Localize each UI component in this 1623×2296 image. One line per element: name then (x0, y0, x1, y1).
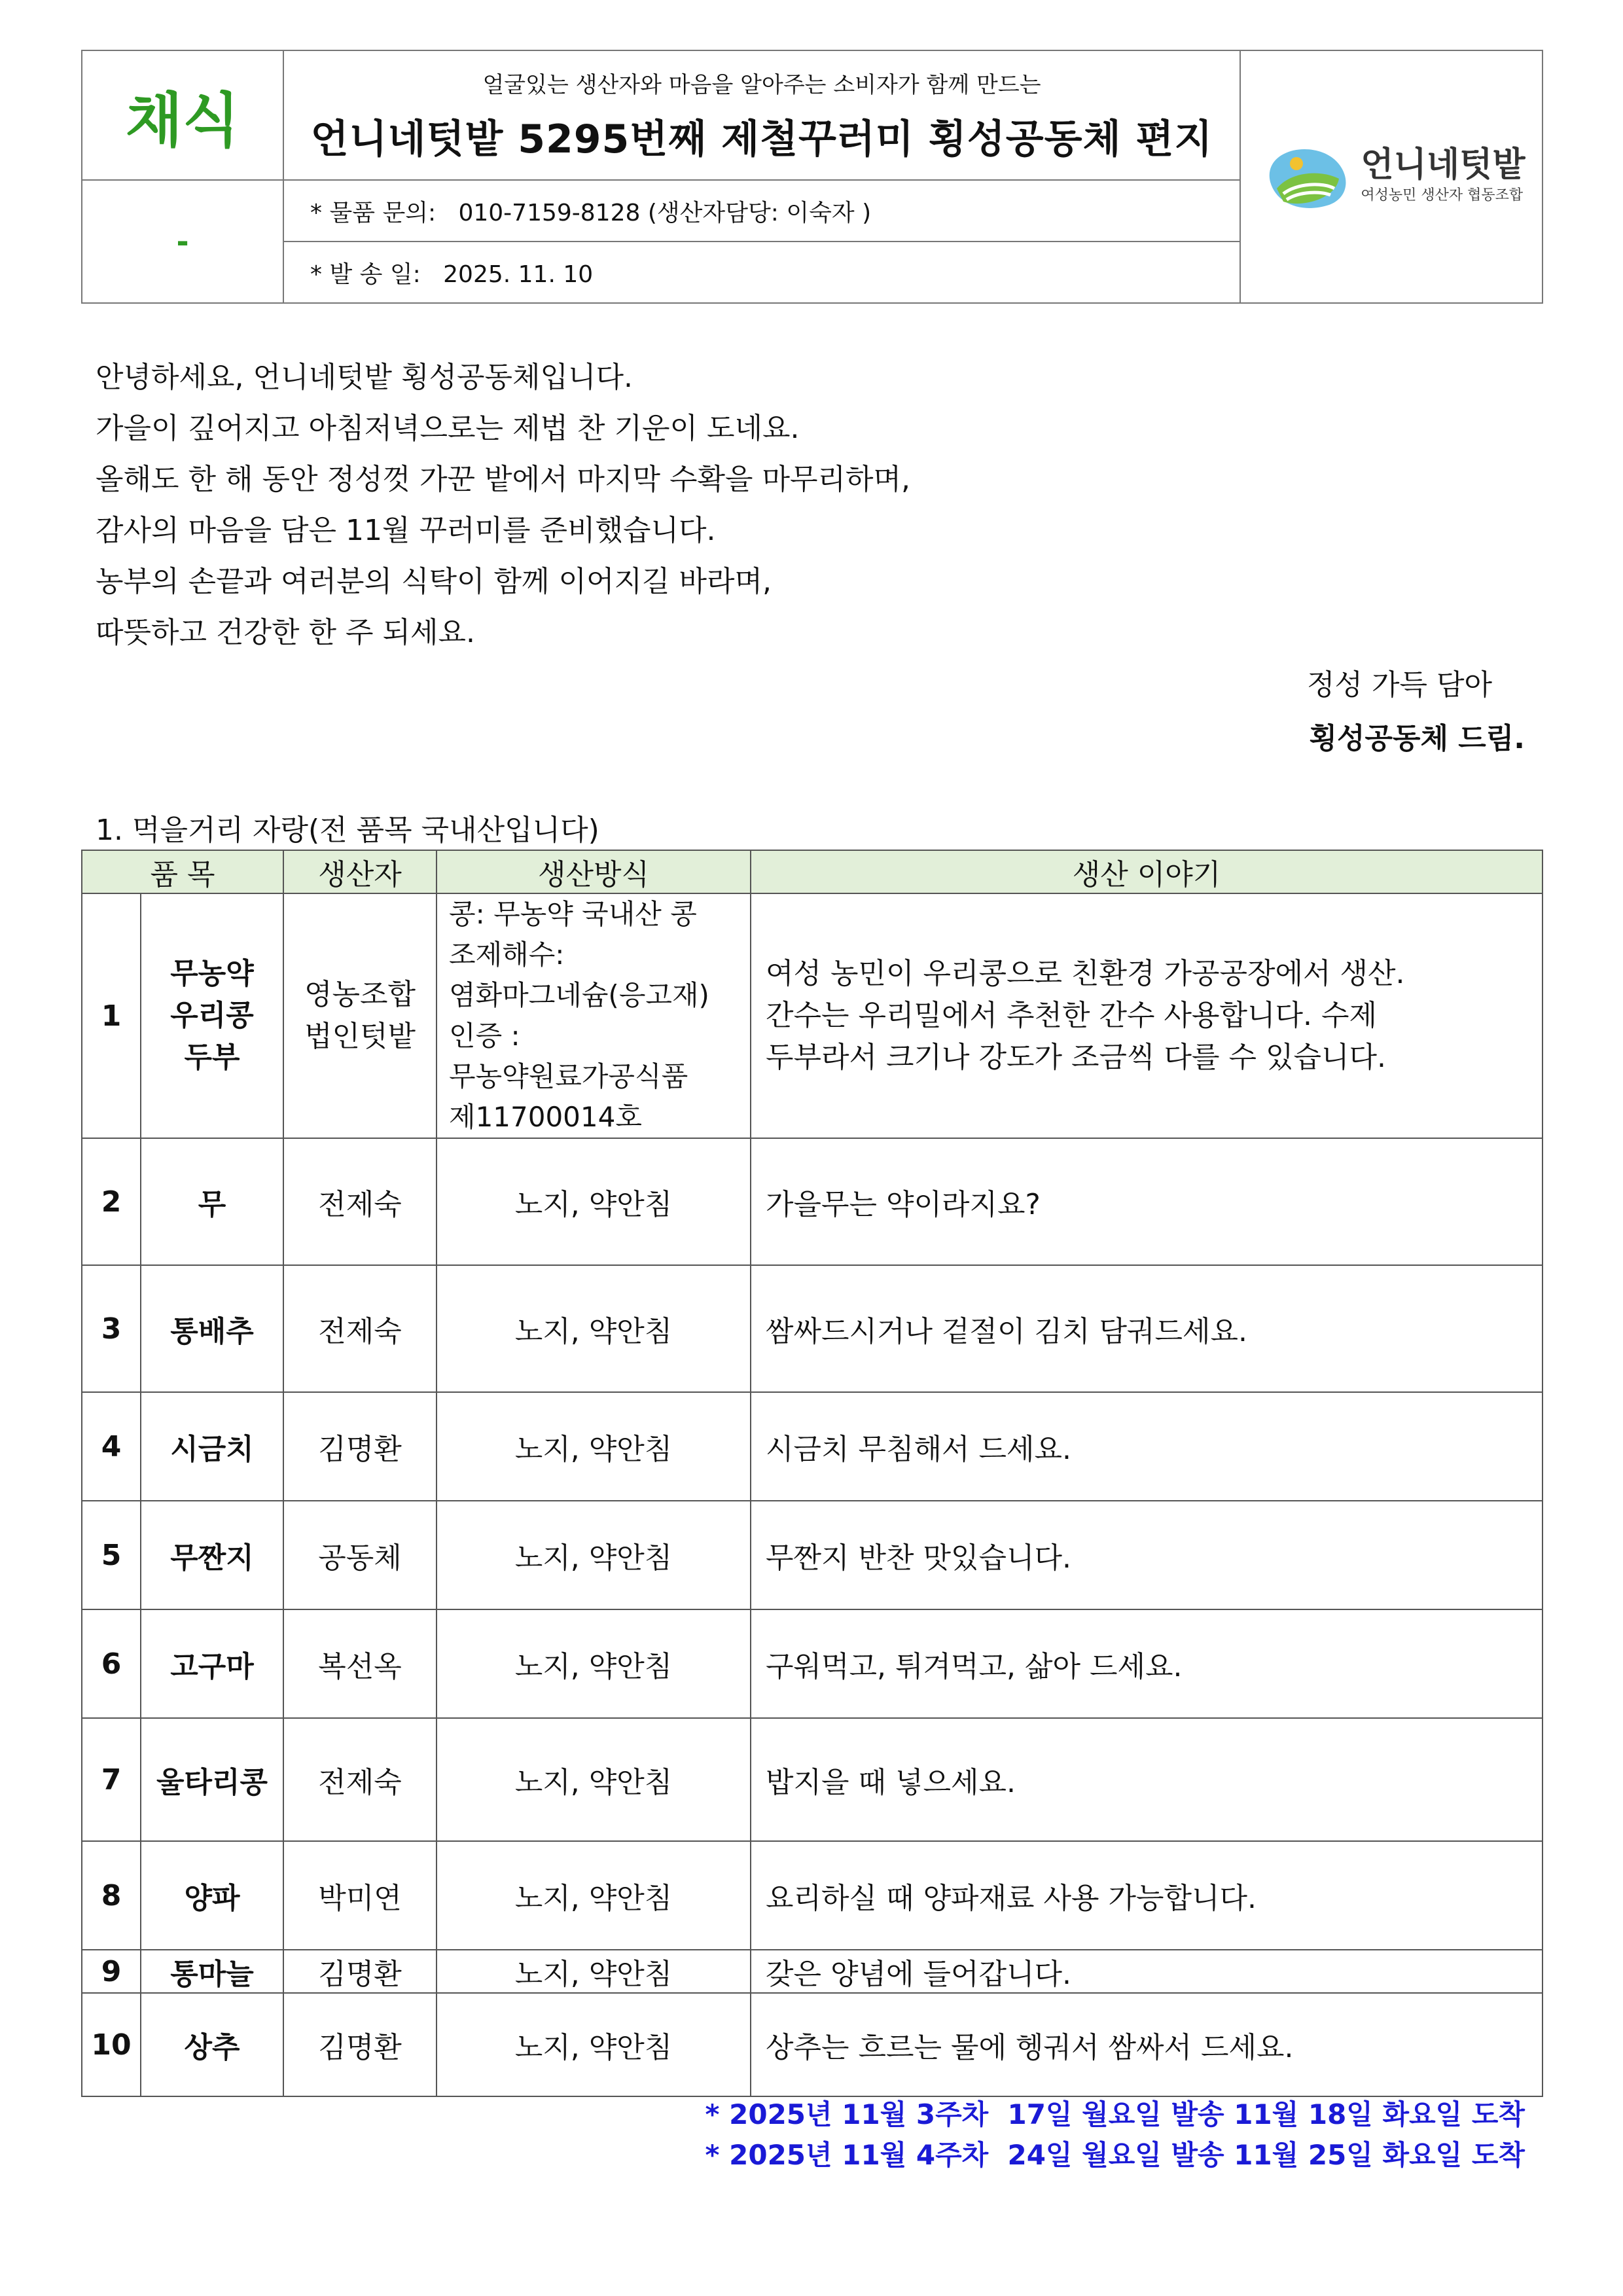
producer: 공동체 (283, 1501, 437, 1609)
item-name-line: 두부 (184, 1041, 240, 1074)
logo (1257, 136, 1525, 215)
producer: 박미연 (283, 1841, 437, 1950)
method: 노지, 약안침 (437, 1950, 751, 1993)
table-row (82, 1841, 1543, 1950)
method-line: 조제해수: (449, 939, 565, 971)
table-row (82, 1993, 1543, 2096)
item-name: 상추 (141, 1993, 283, 2096)
method: 노지, 약안침 (437, 1718, 751, 1841)
story: 요리하실 때 양파재료 사용 가능합니다. (751, 1841, 1543, 1950)
producer-line: 법인텃밭 (304, 1020, 416, 1053)
producer: 전제숙 (283, 1138, 437, 1265)
logo-cell (1240, 50, 1543, 303)
story: 밥지을 때 넣으세요. (751, 1718, 1543, 1841)
intro-line: 가을이 깊어지고 아침저녁으로는 제법 찬 기운이 도네요. (96, 412, 800, 445)
row-number: 9 (82, 1950, 141, 1993)
item-name (141, 893, 283, 1138)
header-item: 품 목 (82, 850, 283, 893)
logo-subtitle: 여성농민 생산자 협동조합 (1361, 187, 1524, 204)
method-line: 무농약원료가공식품 (449, 1060, 688, 1092)
producer: 복선옥 (283, 1609, 437, 1718)
product-table (81, 850, 1543, 2097)
header-method: 생산방식 (437, 850, 751, 893)
producer: 전제숙 (283, 1265, 437, 1392)
method: 노지, 약안침 (437, 1841, 751, 1950)
table-row (82, 1950, 1543, 1993)
item-name: 고구마 (141, 1609, 283, 1718)
method: 노지, 약안침 (437, 1609, 751, 1718)
row-number: 2 (82, 1138, 141, 1265)
method-line: 콩: 무농약 국내산 콩 (449, 898, 697, 930)
shipping-line: * 2025년 11월 3주차 17일 월요일 발송 11월 18일 화요일 도착 (705, 2098, 1525, 2130)
signature-line-1: 정성 가득 담아 (1307, 668, 1492, 702)
item-name: 통배추 (141, 1265, 283, 1392)
story: 구워먹고, 튀겨먹고, 삶아 드세요. (751, 1609, 1543, 1718)
item-name: 통마늘 (141, 1950, 283, 1993)
story: 상추는 흐르는 물에 헹궈서 쌈싸서 드세요. (751, 1993, 1543, 2096)
intro-text (96, 352, 1503, 658)
method-line: 인증 : (449, 1020, 520, 1052)
send-label: * 발 송 일: (310, 260, 421, 288)
section-title: 1. 먹을거리 자랑(전 품목 국내산입니다) (96, 814, 599, 847)
story: 갖은 양념에 들어갑니다. (751, 1950, 1543, 1993)
shipping-line: * 2025년 11월 4주차 24일 월요일 발송 11월 25일 화요일 도착 (705, 2139, 1525, 2171)
title-block (283, 50, 1240, 180)
row-number: 8 (82, 1841, 141, 1950)
table-row (82, 1392, 1543, 1501)
method: 노지, 약안침 (437, 1501, 751, 1609)
story-line: 여성 농민이 우리콩으로 친환경 가공공장에서 생산. (766, 957, 1405, 990)
table-row (82, 1718, 1543, 1841)
table-row (82, 1609, 1543, 1718)
method-line: 제11700014호 (449, 1101, 642, 1133)
category-dash: - (82, 180, 283, 303)
row-number: 3 (82, 1265, 141, 1392)
table-row (82, 1501, 1543, 1609)
intro-line: 농부의 손끝과 여러분의 식탁이 함께 이어지길 바라며, (96, 565, 772, 598)
row-number: 10 (82, 1993, 141, 2096)
row-number: 6 (82, 1609, 141, 1718)
send-date-row (283, 242, 1240, 303)
method: 노지, 약안침 (437, 1993, 751, 2096)
contact-value: 010-7159-8128 (생산자담당: 이숙자 ) (458, 199, 872, 226)
table-row (82, 1138, 1543, 1265)
table-row (82, 893, 1543, 1138)
item-name-line: 우리콩 (170, 999, 254, 1032)
logo-mark-icon (1257, 136, 1355, 215)
item-name: 무 (141, 1138, 283, 1265)
table-row (82, 1265, 1543, 1392)
signature-line-2: 횡성공동체 드림. (1309, 722, 1525, 755)
producer: 전제숙 (283, 1718, 437, 1841)
table-header-row (82, 850, 1543, 893)
row-number: 5 (82, 1501, 141, 1609)
story: 시금치 무침해서 드세요. (751, 1392, 1543, 1501)
category-label: 채식 (82, 50, 283, 180)
letter-title: 언니네텃밭 5295번째 제철꾸러미 횡성공동체 편지 (310, 116, 1213, 162)
producer: 김명환 (283, 1392, 437, 1501)
intro-line: 따뜻하고 건강한 한 주 되세요. (96, 616, 475, 649)
story: 쌈싸드시거나 겉절이 김치 담궈드세요. (751, 1265, 1543, 1392)
item-name-line: 무농약 (170, 957, 254, 990)
producer (283, 893, 437, 1138)
method: 노지, 약안침 (437, 1138, 751, 1265)
row-number: 7 (82, 1718, 141, 1841)
story-line: 두부라서 크기나 강도가 조금씩 다를 수 있습니다. (766, 1041, 1386, 1074)
item-name: 시금치 (141, 1392, 283, 1501)
row-number: 4 (82, 1392, 141, 1501)
shipping-notes (705, 2094, 1525, 2176)
method: 노지, 약안침 (437, 1392, 751, 1501)
method-line: 염화마그네슘(응고재) (449, 979, 709, 1011)
contact-label: * 물품 문의: (310, 199, 437, 226)
intro-line: 감사의 마음을 담은 11월 꾸러미를 준비했습니다. (96, 514, 716, 547)
send-value: 2025. 11. 10 (443, 260, 594, 288)
contact-row (283, 180, 1240, 242)
row-number: 1 (82, 893, 141, 1138)
method (437, 893, 751, 1138)
logo-name: 언니네텃밭 (1361, 145, 1525, 185)
subtitle: 얼굴있는 생산자와 마음을 알아주는 소비자가 함께 만드는 (482, 71, 1041, 98)
item-name: 양파 (141, 1841, 283, 1950)
story (751, 893, 1543, 1138)
method: 노지, 약안침 (437, 1265, 751, 1392)
producer: 김명환 (283, 1950, 437, 1993)
item-name: 무짠지 (141, 1501, 283, 1609)
header-producer: 생산자 (283, 850, 437, 893)
intro-line: 안녕하세요, 언니네텃밭 횡성공동체입니다. (96, 361, 633, 394)
story: 가을무는 약이라지요? (751, 1138, 1543, 1265)
story-line: 간수는 우리밀에서 추천한 간수 사용합니다. 수제 (766, 999, 1377, 1032)
item-name: 울타리콩 (141, 1718, 283, 1841)
letter-header (81, 50, 1543, 304)
story: 무짠지 반찬 맛있습니다. (751, 1501, 1543, 1609)
header-story: 생산 이야기 (751, 850, 1543, 893)
producer-line: 영농조합 (304, 978, 416, 1011)
producer: 김명환 (283, 1993, 437, 2096)
intro-line: 올해도 한 해 동안 정성껏 가꾼 밭에서 마지막 수확을 마무리하며, (96, 463, 910, 496)
